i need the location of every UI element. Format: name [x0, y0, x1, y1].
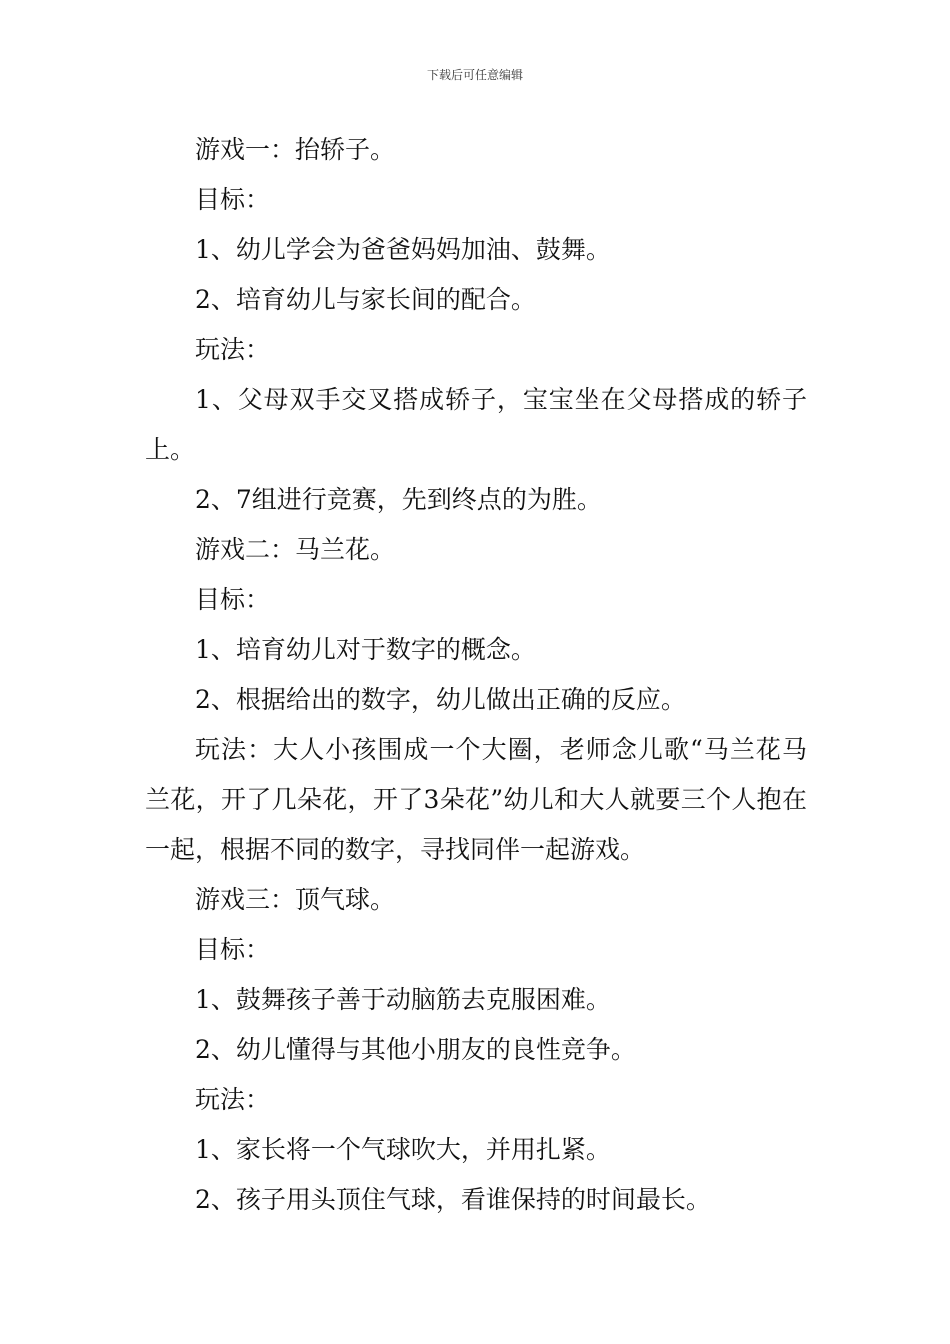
play-item: 2、孩子用头顶住气球，看谁保持的时间最长。 — [195, 1185, 711, 1214]
goal-item: 1、培育幼儿对于数字的概念。 — [195, 635, 536, 664]
goal-item: 2、幼儿懂得与其他小朋友的良性竞争。 — [195, 1035, 636, 1064]
goal-label: 目标： — [195, 585, 271, 614]
goal-item: 2、根据给出的数字，幼儿做出正确的反应。 — [195, 685, 686, 714]
goal-label: 目标： — [195, 185, 271, 214]
play-item: 2、7组进行竞赛，先到终点的为胜。 — [195, 485, 602, 514]
play-label: 玩法： — [195, 1085, 271, 1114]
game-two-title: 游戏二：马兰花。 — [195, 535, 396, 564]
game-one-title: 游戏一：抬轿子。 — [195, 135, 396, 164]
goal-label: 目标： — [195, 935, 271, 964]
goal-item: 2、培育幼儿与家长间的配合。 — [195, 285, 536, 314]
play-description: 玩法：大人小孩围成一个大圈，老师念儿歌“马兰花马兰花，开了几朵花，开了3朵花”幼儿和大人就要三个人抱在一起，根据不同的数字，寻找同伴一起游戏。 — [145, 735, 807, 864]
header-note: 下载后可任意编辑 — [426, 68, 523, 82]
goal-item: 1、鼓舞孩子善于动脑筋去克服困难。 — [195, 985, 611, 1014]
play-item: 1、家长将一个气球吹大，并用扎紧。 — [195, 1135, 611, 1164]
play-item: 1、父母双手交叉搭成轿子，宝宝坐在父母搭成的轿子上。 — [145, 385, 807, 464]
document-body — [145, 125, 807, 1225]
game-three-title: 游戏三：顶气球。 — [195, 885, 396, 914]
play-label: 玩法： — [195, 335, 271, 364]
goal-item: 1、幼儿学会为爸爸妈妈加油、鼓舞。 — [195, 235, 611, 264]
